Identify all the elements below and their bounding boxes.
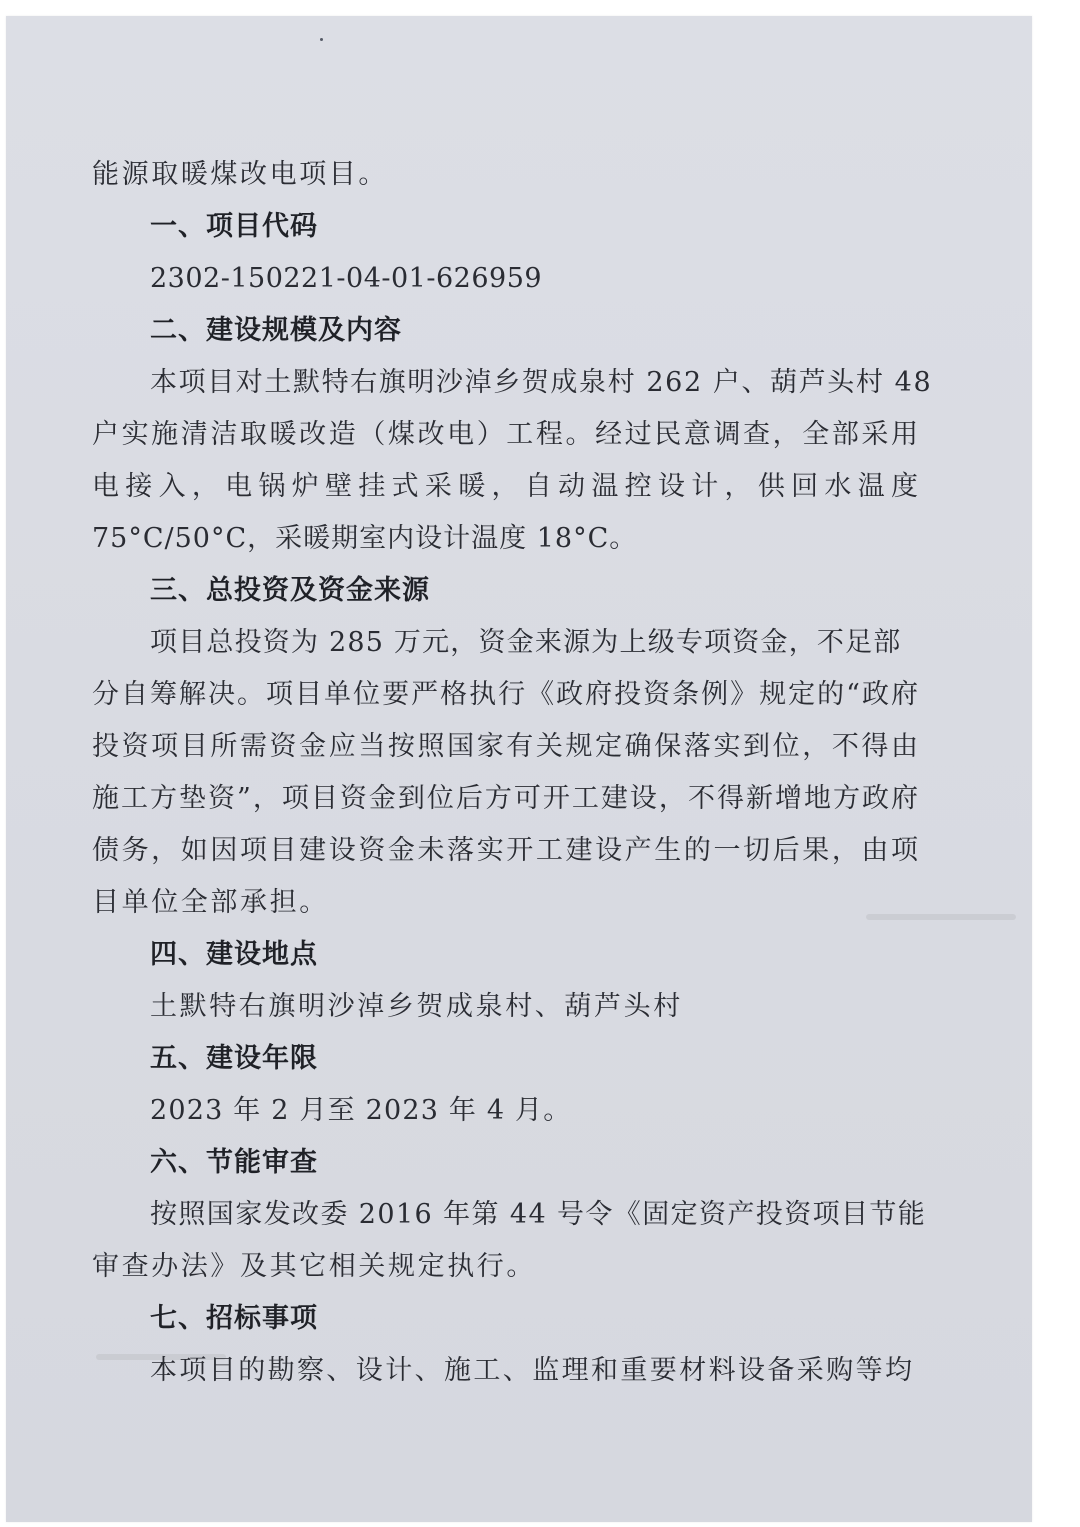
body-line: 电接入，电锅炉壁挂式采暖，自动温控设计，供回水温度 <box>92 471 918 502</box>
section-heading-project-code: 一、项目代码 <box>150 211 318 242</box>
body-line: 75°C/50°C，采暖期室内设计温度 18°C。 <box>92 523 638 554</box>
body-line: 能源取暖煤改电项目。 <box>92 159 388 190</box>
period-value: 2023 年 2 月至 2023 年 4 月。 <box>150 1095 572 1126</box>
location-value: 土默特右旗明沙淖乡贺成泉村、葫芦头村 <box>150 991 683 1022</box>
body-line: 本项目对土默特右旗明沙淖乡贺成泉村 262 户、葫芦头村 48 <box>150 367 933 398</box>
document-body <box>92 149 932 1397</box>
body-line: 本项目的勘察、设计、施工、监理和重要材料设备采购等均 <box>150 1355 915 1386</box>
body-line: 目单位全部承担。 <box>92 887 329 918</box>
body-line: 施工方垫资”，项目资金到位后方可开工建设，不得新增地方政府 <box>92 783 918 814</box>
section-heading-location: 四、建设地点 <box>150 939 318 970</box>
body-line: 投资项目所需资金应当按照国家有关规定确保落实到位，不得由 <box>92 731 918 762</box>
section-heading-scale: 二、建设规模及内容 <box>150 315 402 346</box>
project-code-value: 2302-150221-04-01-626959 <box>150 263 543 294</box>
body-line: 债务，如因项目建设资金未落实开工建设产生的一切后果，由项 <box>92 835 918 866</box>
body-line: 分自筹解决。项目单位要严格执行《政府投资条例》规定的“政府 <box>92 679 918 710</box>
body-line: 按照国家发改委 2016 年第 44 号令《固定资产投资项目节能 <box>150 1199 927 1230</box>
document-page <box>6 16 1032 1522</box>
section-heading-energy-review: 六、节能审查 <box>150 1147 318 1178</box>
body-line: 项目总投资为 285 万元，资金来源为上级专项资金，不足部 <box>150 627 902 658</box>
section-heading-period: 五、建设年限 <box>150 1043 318 1074</box>
body-line: 审查办法》及其它相关规定执行。 <box>92 1251 536 1282</box>
body-line: 户实施清洁取暖改造（煤改电）工程。经过民意调查，全部采用 <box>92 419 918 450</box>
section-heading-investment: 三、总投资及资金来源 <box>150 575 430 606</box>
section-heading-bidding: 七、招标事项 <box>150 1303 318 1334</box>
paper-speck <box>320 38 323 41</box>
